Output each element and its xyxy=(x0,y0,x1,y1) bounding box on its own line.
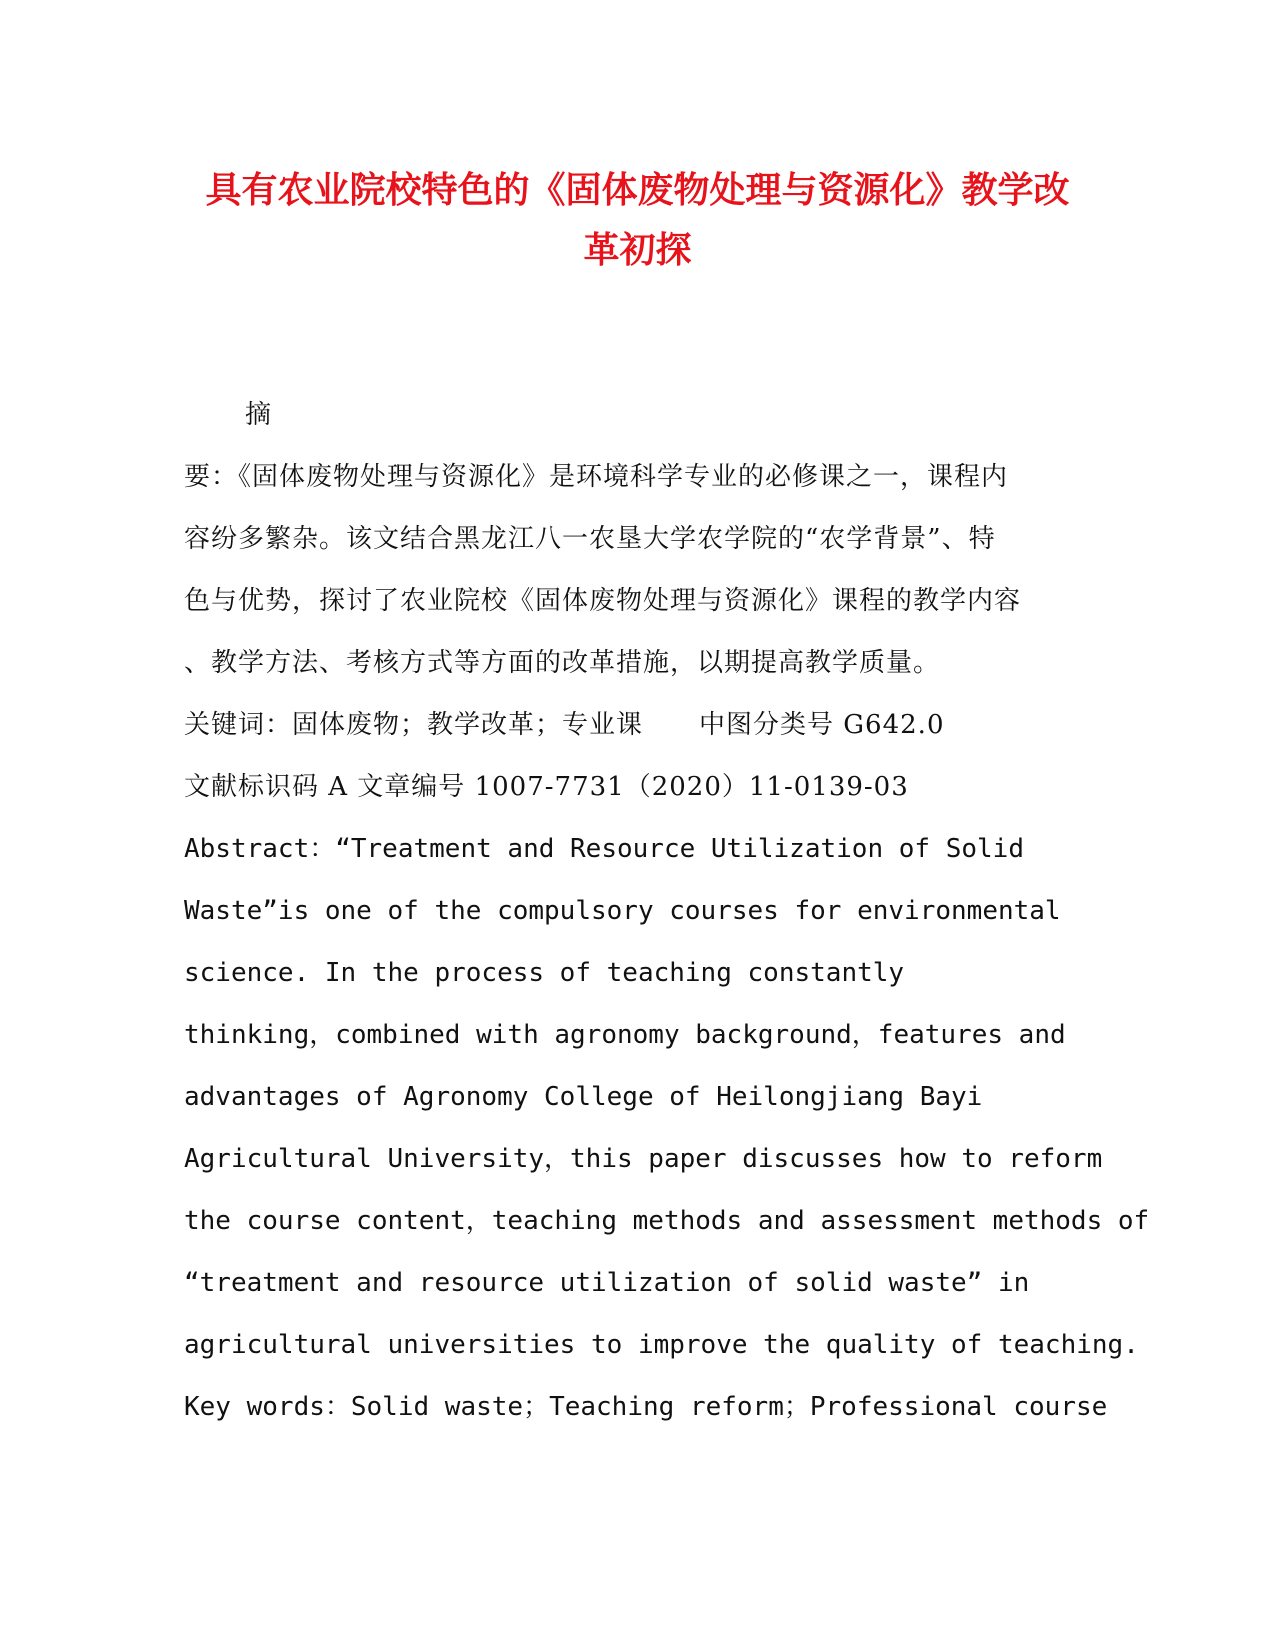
classification-number: 中图分类号 G642.0 xyxy=(699,710,945,740)
abstract-en-line: Agricultural University，this paper discusses how to reform xyxy=(184,1144,1103,1174)
document-title xyxy=(150,160,1125,280)
abstract-label: 摘 xyxy=(245,400,273,430)
abstract-cn-line: 容纷多繁杂。该文结合黑龙江八一农垦大学农学院的“农学背景”、特 xyxy=(184,524,996,554)
abstract-en-line: Abstract：“Treatment and Resource Utilization of Solid xyxy=(184,834,1024,864)
abstract-cn-line: 要：《固体废物处理与资源化》是环境科学专业的必修课之一，课程内 xyxy=(184,462,1009,492)
abstract-en-line: the course content，teaching methods and assessment methods of xyxy=(184,1206,1150,1236)
abstract-en-line: “treatment and resource utilization of solid waste” in xyxy=(184,1268,1030,1298)
abstract-en-line: science. In the process of teaching constantly xyxy=(184,958,905,988)
title-line-2: 革初探 xyxy=(583,229,692,271)
abstract-en-line: Waste”is one of the compulsory courses for environmental xyxy=(184,896,1061,926)
title-line-1: 具有农业院校特色的《固体废物处理与资源化》教学改 xyxy=(205,169,1070,211)
document-identifiers: 文献标识码 A 文章编号 1007-7731（2020）11-0139-03 xyxy=(184,772,909,802)
abstract-en-line: agricultural universities to improve the quality of teaching. xyxy=(184,1330,1139,1360)
abstract-cn-line: 色与优势，探讨了农业院校《固体废物处理与资源化》课程的教学内容 xyxy=(184,586,1022,616)
abstract-cn-line: 、教学方法、考核方式等方面的改革措施，以期提高教学质量。 xyxy=(184,648,941,678)
keywords-en: Key words：Solid waste；Teaching reform；Professional course xyxy=(184,1392,1108,1422)
abstract-en-line: thinking，combined with agronomy background，features and xyxy=(184,1020,1066,1050)
abstract-en-line: advantages of Agronomy College of Heilongjiang Bayi xyxy=(184,1082,983,1112)
keywords-cn: 关键词：固体废物；教学改革；专业课 xyxy=(184,710,644,740)
keywords-cn-line xyxy=(184,708,944,742)
